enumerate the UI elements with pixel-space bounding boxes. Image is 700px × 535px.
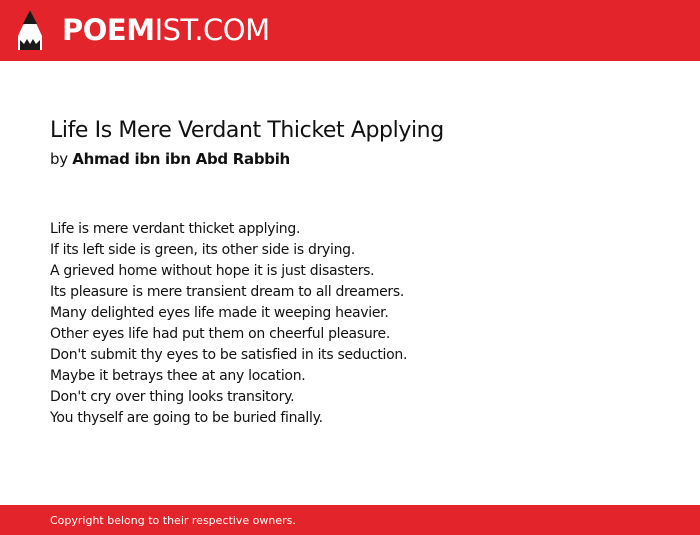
site-footer xyxy=(0,505,700,535)
poem-line: Don't cry over thing looks transitory. xyxy=(50,389,295,405)
poem-line: Its pleasure is mere transient dream to all dreamers. xyxy=(50,284,405,300)
poem-line: You thyself are going to be buried finally. xyxy=(50,410,323,426)
poem-title: Life Is Mere Verdant Thicket Applying xyxy=(50,118,444,143)
site-logo[interactable] xyxy=(62,13,270,47)
by-label: by xyxy=(50,150,68,168)
poem-body xyxy=(50,219,407,429)
poem-byline xyxy=(50,149,290,169)
poem-line: Many delighted eyes life made it weeping heavier. xyxy=(50,305,389,321)
poem-line: A grieved home without hope it is just disasters. xyxy=(50,263,375,279)
poem-line: Don't submit thy eyes to be satisfied in its seduction. xyxy=(50,347,408,363)
pencil-icon[interactable] xyxy=(17,10,43,52)
poem-line: If its left side is green, its other side is drying. xyxy=(50,242,355,258)
poem-line: Life is mere verdant thicket applying. xyxy=(50,221,301,237)
site-header xyxy=(0,0,700,61)
author-name: Ahmad ibn ibn Abd Rabbih xyxy=(72,150,290,168)
logo-bold-text: POEM xyxy=(62,13,155,47)
logo-light-text: IST.COM xyxy=(154,13,270,47)
copyright-notice: Copyright belong to their respective owners. xyxy=(50,514,296,527)
poem-line: Other eyes life had put them on cheerful pleasure. xyxy=(50,326,391,342)
poem-line: Maybe it betrays thee at any location. xyxy=(50,368,306,384)
